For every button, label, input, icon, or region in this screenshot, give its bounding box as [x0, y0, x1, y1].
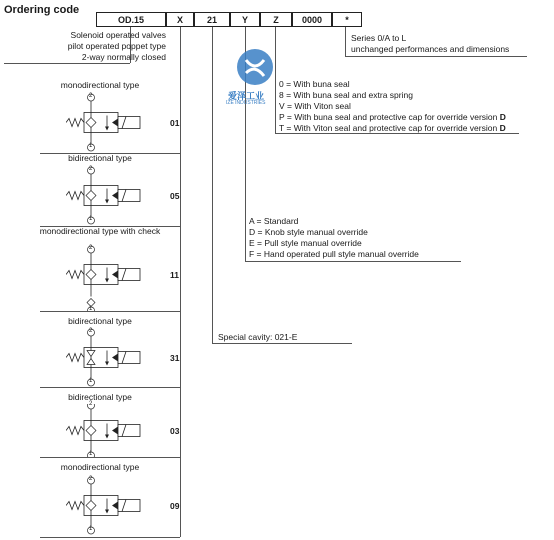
series-option-connector — [345, 27, 346, 56]
series-line: unchanged performances and dimensions — [351, 44, 510, 54]
cavity-label: Special cavity: 021-E — [218, 332, 298, 342]
port-label-bottom: 1 — [89, 142, 93, 149]
override-option: E = Pull style manual override — [249, 238, 362, 248]
code-box-series: OD.15 — [96, 12, 166, 27]
left-desc-underline — [4, 63, 130, 64]
type-divider — [40, 387, 180, 388]
type-label: bidirectional type — [68, 316, 132, 326]
type-code: 31 — [170, 352, 180, 363]
logo-en-text: IZE INDUSTRIES — [226, 100, 266, 106]
seal-option: 8 = With buna seal and extra spring — [279, 90, 413, 100]
seal-options — [279, 79, 506, 134]
type-divider — [40, 311, 180, 312]
port-label-top: 2 — [89, 327, 93, 334]
port-label-top: 2 — [89, 92, 93, 99]
override-option: A = Standard — [249, 216, 299, 226]
logo-cn-text: 爱泽工业 — [228, 91, 265, 101]
port-label-top: 2 — [89, 244, 93, 251]
code-box-z: Z — [260, 12, 292, 27]
type-code: 03 — [170, 425, 180, 436]
type-divider — [40, 457, 180, 458]
port-label-bottom: 1 — [89, 215, 93, 222]
code-box-21: 21 — [194, 12, 230, 27]
valve-symbol-icon — [66, 328, 156, 387]
type-code: 01 — [170, 117, 180, 128]
left-description — [68, 30, 166, 63]
type-label: monodirectional type — [60, 80, 140, 90]
valve-symbol-icon — [66, 474, 156, 537]
port-label-bottom: 1 — [89, 377, 93, 384]
code-box-0000: 0000 — [292, 12, 332, 27]
type-connector — [180, 27, 181, 537]
type-divider — [40, 537, 180, 538]
left-desc-line: 2-way normally closed — [81, 52, 166, 62]
port-label-top: 2 — [89, 400, 93, 407]
seal-option: T = With Viton seal and protective cap for override version D — [279, 123, 506, 133]
valve-symbol-icon — [66, 238, 156, 311]
seal-option: P = With buna seal and protective cap for override version D — [279, 112, 506, 122]
port-label-bottom: 1 — [89, 305, 93, 312]
valve-symbol-icon — [66, 404, 156, 457]
port-label-top: 2 — [89, 165, 93, 172]
series-line: Series 0/A to L — [351, 33, 407, 43]
type-label: monodirectional type — [60, 462, 140, 472]
port-label-bottom: 1 — [89, 450, 93, 457]
code-box-star: * — [332, 12, 362, 27]
type-code: 05 — [170, 190, 180, 201]
valve-symbol-icon — [66, 92, 156, 153]
page-title: Ordering code — [4, 4, 80, 16]
port-label-bottom: 1 — [89, 525, 93, 532]
seal-option: 0 = With buna seal — [279, 79, 350, 89]
cavity-connector — [212, 27, 213, 343]
port-label-top: 2 — [89, 475, 93, 482]
type-code: 11 — [170, 269, 179, 280]
type-label: bidirectional type — [68, 392, 132, 402]
valve-symbol-icon — [66, 165, 156, 226]
override-underline — [245, 261, 461, 262]
type-label: monodirectional type with check — [39, 226, 161, 236]
type-label: bidirectional type — [68, 153, 132, 163]
type-code: 09 — [170, 500, 180, 511]
watermark-logo — [226, 46, 284, 108]
series-description — [351, 33, 509, 55]
series-option-underline — [345, 56, 527, 57]
cavity-underline — [212, 343, 352, 344]
code-box-x: X — [166, 12, 194, 27]
seal-option: V = With Viton seal — [279, 101, 351, 111]
override-option: F = Hand operated pull style manual override — [249, 249, 419, 259]
left-desc-line: Solenoid operated valves — [70, 30, 166, 40]
override-option: D = Knob style manual override — [249, 227, 368, 237]
override-options — [249, 216, 419, 260]
left-desc-line: pilot operated poppet type — [67, 41, 166, 51]
code-box-y: Y — [230, 12, 260, 27]
